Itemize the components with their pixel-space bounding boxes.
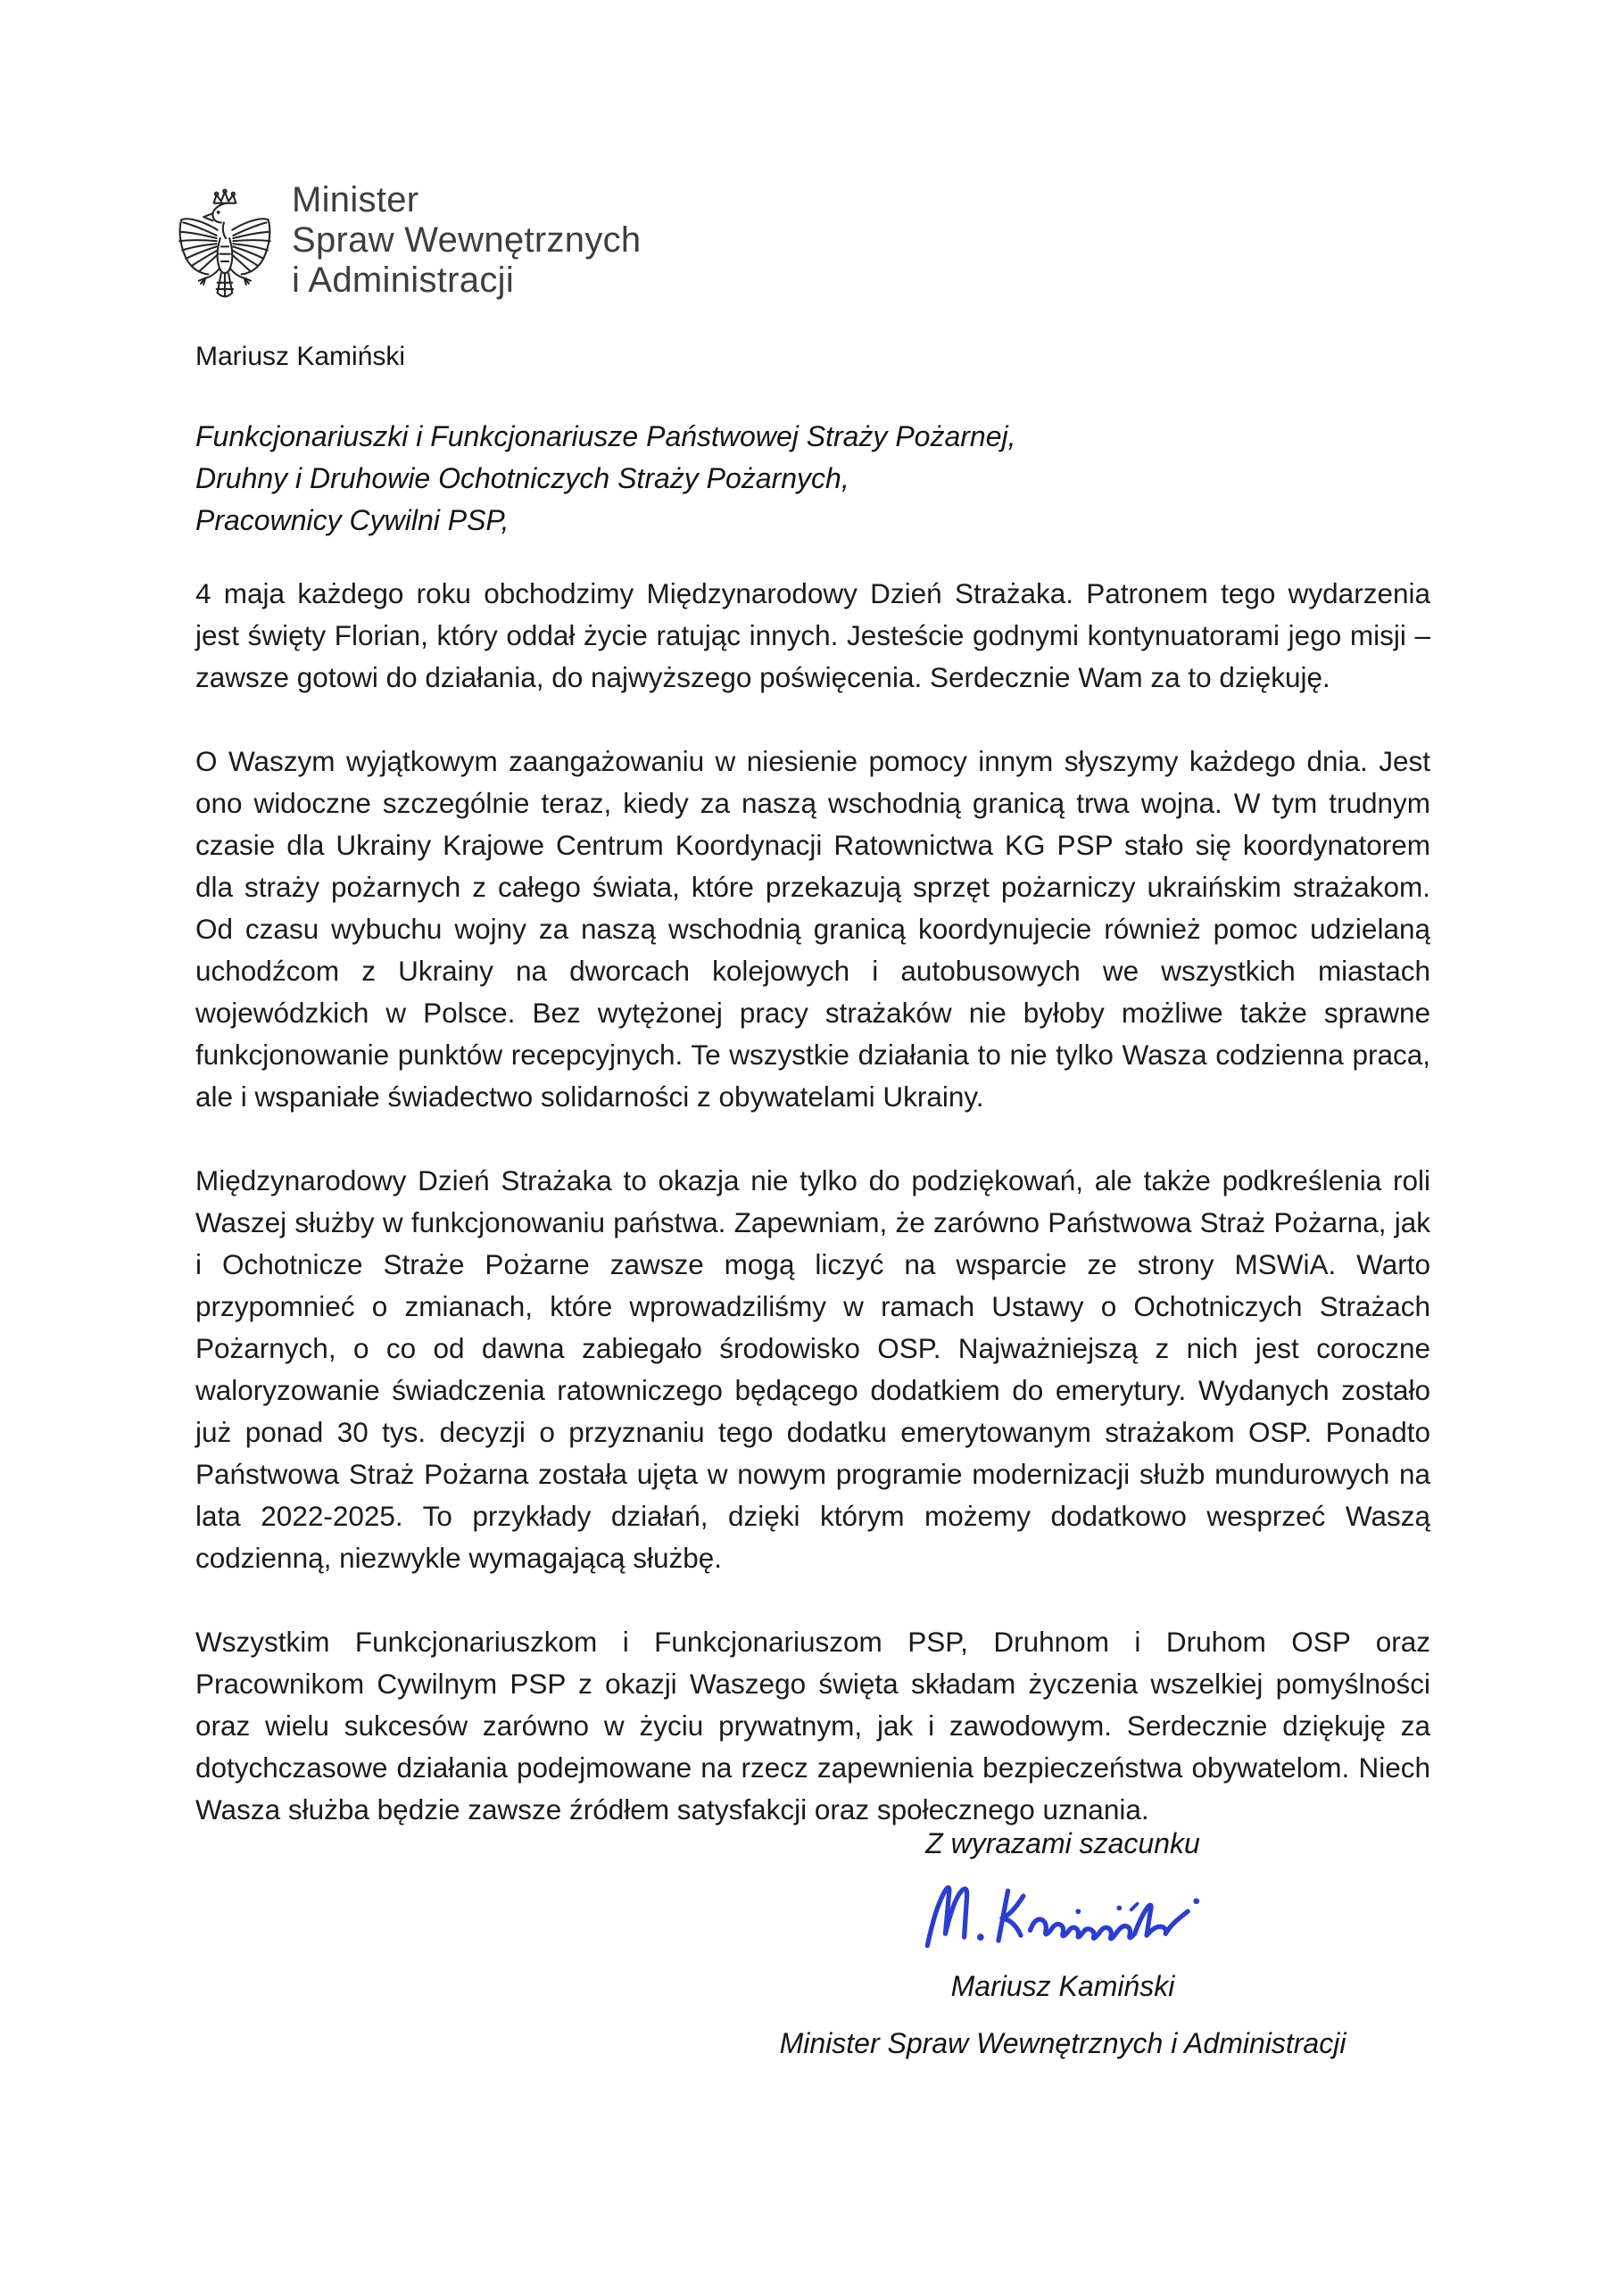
salutation-line-2: Druhny i Druhowie Ochotniczych Straży Pożarnych, — [195, 462, 849, 494]
ministry-line-2: Spraw Wewnętrznych — [292, 220, 642, 260]
paragraph-4: Wszystkim Funkcjonariuszkom i Funkcjonariuszom PSP, Druhnom i Druhom OSP oraz Pracownikom Cywilnym PSP z okazji Waszego święta składam życzenia wszelkiej pomyślności oraz wielu sukcesów zarówno w życiu prywatnym, jak i zawodowym. Serdecznie dziękuję za dotychczasowe działania podejmowane na rzecz zapewnienia bezpieczeństwa obywatelom. Niech Wasza służba będzie zawsze źródłem satysfakcji oraz społecznego uznania. — [195, 1626, 1430, 1826]
minister-name-header: Mariusz Kamiński — [195, 342, 406, 371]
closing-block — [696, 1826, 1429, 2061]
signatory-title: Minister Spraw Wewnętrznych i Administracji — [779, 2027, 1346, 2059]
salutation-line-3: Pracownicy Cywilni PSP, — [195, 504, 510, 536]
paragraph-3: Międzynarodowy Dzień Strażaka to okazja nie tylko do podziękowań, ale także podkreślenia roli Waszej służby w funkcjonowaniu państwa. Zapewniam, że zarówno Państwowa Straż Pożarna, jak i Ochotnicze Straże Pożarne zawsze mogą liczyć na wsparcie ze strony MSWiA. Warto przypomnieć o zmianach, które wprowadziliśmy w ramach Ustawy o Ochotniczych Strażach Pożarnych, o co od dawna zabiegało środowisko OSP. Najważniejszą z nich jest coroczne waloryzowanie świadczenia ratowniczego będącego dodatkiem do emerytury. Wydanych zostało już ponad 30 tys. decyzji o przyznaniu tego dodatku emerytowanym strażakom OSP. Ponadto Państwowa Straż Pożarna została ujęta w nowym programie modernizacji służb mundurowych na lata 2022-2025. To przykłady działań, dzięki którym możemy dodatkowo wesprzeć Waszą codzienną, niezwykle wymagającą służbę. — [195, 1164, 1430, 1574]
salutation-line-1: Funkcjonariuszki i Funkcjonariusze Państwowej Straży Pożarnej, — [195, 420, 1016, 452]
closing-phrase: Z wyrazami szacunku — [925, 1827, 1200, 1859]
signatory-name: Mariusz Kamiński — [950, 1970, 1175, 2002]
paragraph-2: O Waszym wyjątkowym zaangażowaniu w niesienie pomocy innym słyszymy każdego dnia. Jest ono widoczne szczególnie teraz, kiedy za naszą wschodnią granicą trwa wojna. W tym trudnym czasie dla Ukrainy Krajowe Centrum Koordynacji Ratownictwa KG PSP stało się koordynatorem dla straży pożarnych z całego świata, które przekazują sprzęt pożarniczy ukraińskim strażakom. Od czasu wybuchu wojny za naszą wschodnią granicą koordynujecie również pomoc udzielaną uchodźcom z Ukrainy na dworcach kolejowych i autobusowych we wszystkich miastach wojewódzkich w Polsce. Bez wytężonej pracy strażaków nie byłoby możliwe także sprawne funkcjonowanie punktów recepcyjnych. Te wszystkie działania to nie tylko Wasza codzienna praca, ale i wspaniałe świadectwo solidarności z obywatelami Ukrainy. — [195, 745, 1430, 1113]
ministry-line-3: i Administracji — [292, 261, 515, 300]
letter-body — [195, 573, 1430, 1831]
paragraph-1: 4 maja każdego roku obchodzimy Międzynarodowy Dzień Strażaka. Patronem tego wydarzenia jest święty Florian, który oddał życie ratując innych. Jesteście godnymi kontynuatorami jego misji – zawsze gotowi do działania, do najwyższego poświęcenia. Serdecznie Wam za to dziękuję. — [195, 577, 1430, 693]
salutation — [195, 416, 1016, 542]
ministry-name — [292, 180, 641, 301]
ministry-line-1: Minister — [292, 180, 419, 219]
polish-eagle-coat-of-arms-icon — [175, 187, 277, 312]
handwritten-signature-icon — [913, 1875, 1213, 1961]
